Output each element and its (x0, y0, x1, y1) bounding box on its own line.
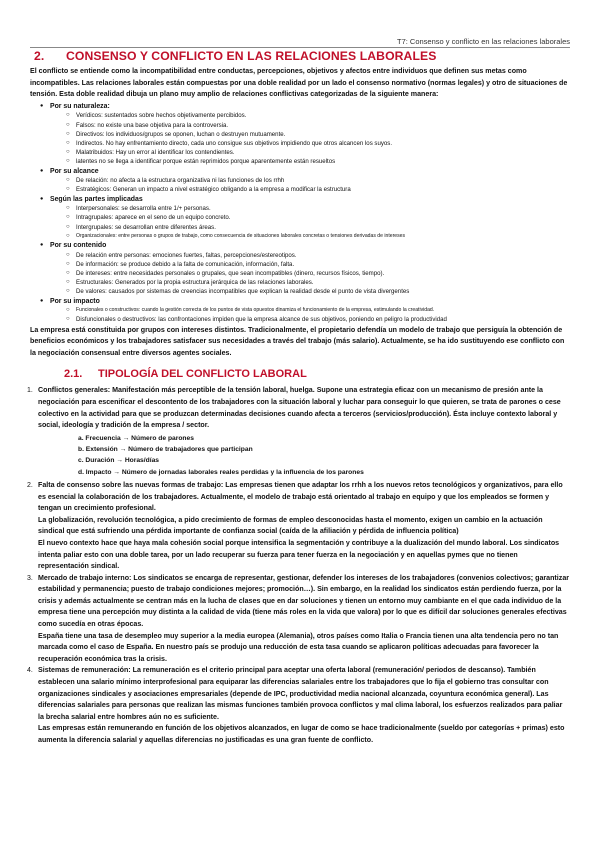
type-paragraph: Falta de consenso sobre las nuevas formas de trabajo: Las empresas tienen que adaptar los rrhh a los nuevos retos tecnológicos y organizativos, para ello es esencial la colaboración de los trabajadores. Actualmente, el modelo de trabajo está orientado al trabajo en equipo y que los empleados se formen y tengan un crecimiento profesional. (38, 480, 563, 513)
conflict-types (27, 385, 570, 746)
category-title: Por su impacto (50, 297, 100, 305)
subsection-number: 2.1. (64, 368, 83, 381)
category-subitem: ○ Disfuncionales o destructivos: las confrontaciones impiden que la empresa alcance de sus objetivos, poniendo en peligro la productividad (66, 315, 570, 324)
category-subitem: ○ Indirectos. No hay enfrentamiento directo, cada uno consigue sus objetivos impidiendo que otros alcancen los suyos. (66, 139, 570, 148)
type-item (27, 385, 570, 478)
subsection-heading (64, 368, 570, 380)
indicator-item: c. Duración → Horas/días (78, 457, 160, 465)
type-number: 2. (27, 481, 33, 489)
category-subitem: ○ De relación entre personas: emociones fuertes, faltas, percepciones/estereotipos. (66, 251, 570, 260)
indicator-item: b. Extensión → Número de trabajadores que participan (78, 446, 253, 454)
type-paragraph: El nuevo contexto hace que haya mala cohesión social porque intensifica la segmentación y contribuye a la dualización del mundo laboral. Los sindicatos intenta paliar esto con una doble tarea, por un lado recuperar su fuerza para tener fuerza en la negociación y en aquellas pymes que no tienen representación sindical. (38, 538, 560, 571)
category-title: Por su contenido (50, 242, 107, 249)
category-title: Según las partes implicadas (50, 195, 143, 203)
category-subitem: ○ Organizacionales: entre personas o grupos de trabajo, como consecuencia de situaciones laborales concretas o tensiones derivadas de intereses (66, 232, 570, 241)
conflict-categories (30, 102, 570, 325)
indicator-list (38, 433, 570, 478)
type-paragraph: Mercado de trabajo interno: Los sindicatos se encarga de representar, gestionar, defender los intereses de los trabajadores (convenios colectivos; garantizar estabilidad y permanencia; puesto de trabajo condiciones mejores; promoción…). Sin embargo, en la realidad los sindicatos están perdiendo fuerza, por la crisis y además actualmente se centran más en la lucha de clases que en dar soluciones y tienen un entorno muy cambiante en el que cada individuo de la empresa tiene una percepción muy distinta a la calidad de vida (tiene más roles en la vida que valora) por lo que es difícil dar soluciones generales efectivas como sucedía en otras épocas. (38, 573, 570, 629)
section-number: 2. (34, 49, 45, 63)
indicator-item: a. Frecuencia → Número de parones (78, 434, 194, 442)
category-subitem: ○ Intragrupales: aparece en el seno de un equipo concreto. (66, 213, 570, 222)
category-subitem: ○ Malatribuidos: Hay un error al identificar los contendientes. (66, 148, 570, 157)
category-subitems (50, 251, 570, 297)
category-subitem: ○ De relación: no afecta a la estructura organizativa ni las funciones de los rrhh (66, 176, 570, 185)
category-subitem: ○ Estructurales: Generados por la propia estructura jerárquica de las relaciones laborales. (66, 278, 570, 287)
type-number: 3. (27, 574, 33, 582)
type-paragraph: La globalización, revolución tecnológica, a pido crecimiento de formas de empleo desconocidas hasta el momento, exigen un cambio en la actuación sindical que está sufriendo una pérdida importante de confianza social (caída de la afiliación y pérdida de influencia política) (38, 515, 543, 536)
type-item (27, 573, 570, 666)
type-item (27, 480, 570, 573)
category-subitem: ○ Interpersonales: se desarrolla entre 1/+ personas. (66, 204, 570, 213)
category-subitems (50, 176, 570, 194)
category-title: Por su naturaleza: (50, 102, 110, 110)
category-subitem: ○ De intereses: entre necesidades personales o grupales, que sean incompatibles (dinero, recursos físicos, tiempo). (66, 269, 570, 278)
subsection-title: TIPOLOGÍA DEL CONFLICTO LABORAL (98, 368, 307, 381)
category-item (40, 102, 570, 167)
category-subitem: ○ Intergrupales: se desarrollan entre diferentes áreas. (66, 223, 570, 232)
type-number: 1. (27, 387, 33, 395)
category-subitems (50, 111, 570, 166)
type-paragraph: Sistemas de remuneración: La remuneración es el criterio principal para aceptar una oferta laboral (remuneración/ periodos de descanso). También establecen una salario mínimo interprofesional para equiparar las diferencias salariales entre los trabajadores que lo fija el gobierno tras consultar con organizaciones sindicales y asociaciones empresariales (depende de IPC, productividad media nacional alcanzada, coyuntura económica general). Las diferencias salariales para personas que realizan las mismas funciones también provoca conflictos y mal clima laboral, los esfuerzos realizados para paliar la brecha salarial entre hombres aún no es suficiente. (38, 666, 563, 721)
type-paragraph: Conflictos generales: Manifestación más perceptible de la tensión laboral, huelga. Supone una estrategia eficaz con un mecanismo de presión ante la negociación para escenificar el descontento de los trabajadores con la situación laboral y luchar para conseguir lo que quieren, se trata de parones o cese colectivo en la actividad para que se produzcan determinadas decisiones cuando afecta a terceros (servicios/producción). Ésta incluye contexto laboral y social, ideología y tradición de la empresa / sector. (38, 386, 561, 430)
category-item (40, 195, 570, 241)
type-item (27, 665, 570, 746)
category-title: Por su alcance (50, 167, 99, 175)
intro-paragraph: El conflicto se entiende como la incompatibilidad entre conductas, percepciones, objetivos y afectos entre individuos que definen sus metas como incompatibles. Las relaciones laborales están compuestas por una doble realidad por un lado el consenso normativo (normas legales) y otro de situaciones de tensión. Esta doble realidad dibuja un plano muy amplio de relaciones conflictivas categorizadas de la siguiente manera: (30, 67, 568, 99)
category-subitem: ○ Estratégicos: Generan un impacto a nivel estratégico obligando a la empresa a modificar la estructura (66, 185, 570, 194)
category-subitems (50, 306, 570, 324)
indicator-item: d. Impacto → Número de jornadas laborales reales perdidas y la influencia de los parones (78, 468, 364, 476)
type-paragraph: Las empresas están remunerando en función de los objetivos alcanzados, en lugar de como se hace tradicionalmente (sueldo por categorías + primas) esto aumenta la diferencia salarial y aquellas diferencias no justificadas es una gran fuente de conflicto. (38, 724, 565, 745)
category-subitem: ○ De valores: causados por sistemas de creencias incompatibles que explican la realidad desde el punto de vista divergentes (66, 287, 570, 296)
category-item (40, 167, 570, 195)
type-paragraph: España tiene una tasa de desempleo muy superior a la media europea (Alemania), otros países como Italia o Francia tienen una alta tendencia pero no tan marcada como el caso de España. En nuestro país se produjo una reducción de esta tasa cuando se aplicaron políticas adecuadas para favorecer la recuperación económica tras la crisis. (38, 631, 559, 663)
running-header: T7: Consenso y conflicto en las relaciones laborales (396, 37, 570, 46)
category-subitem: ○ latentes no se llega a identificar porque están reprimidos porque aparentemente están resueltos (66, 157, 570, 166)
header-rule (30, 47, 570, 48)
type-number: 4. (27, 667, 33, 675)
category-subitems (50, 204, 570, 241)
category-item (40, 297, 570, 325)
category-subitem: ○ Funcionales o constructivos: cuando la gestión correcta de los puntos de vista opuestos dinamiza el funcionamiento de la empresa, estimulando la creatividad. (66, 306, 570, 315)
company-paragraph: La empresa está constituida por grupos con intereses distintos. Tradicionalmente, el propietario defendía un modelo de trabajo que persiguía la obtención de beneficios económicos y los trabajadores satisfacer sus necesidades a través del trabajo (más salario). Actualmente, se ha ido sustituyendo ese conflicto con la negociación consensual entre diversos agentes sociales. (30, 325, 565, 357)
section-title: CONSENSO Y CONFLICTO EN LAS RELACIONES LABORALES (66, 49, 437, 63)
category-item (40, 241, 570, 297)
category-subitem: ○ Verídicos: sustentados sobre hechos objetivamente percibidos. (66, 111, 570, 120)
category-subitem: ○ Falsos: no existe una base objetiva para la controversia. (66, 121, 570, 130)
document-page (27, 49, 570, 747)
section-heading (34, 49, 570, 63)
category-subitem: ○ De información: se produce debido a la falta de comunicación, información, falta. (66, 260, 570, 269)
category-subitem: ○ Directivos: los individuos/grupos se oponen, luchan o destruyen mutuamente. (66, 130, 570, 139)
